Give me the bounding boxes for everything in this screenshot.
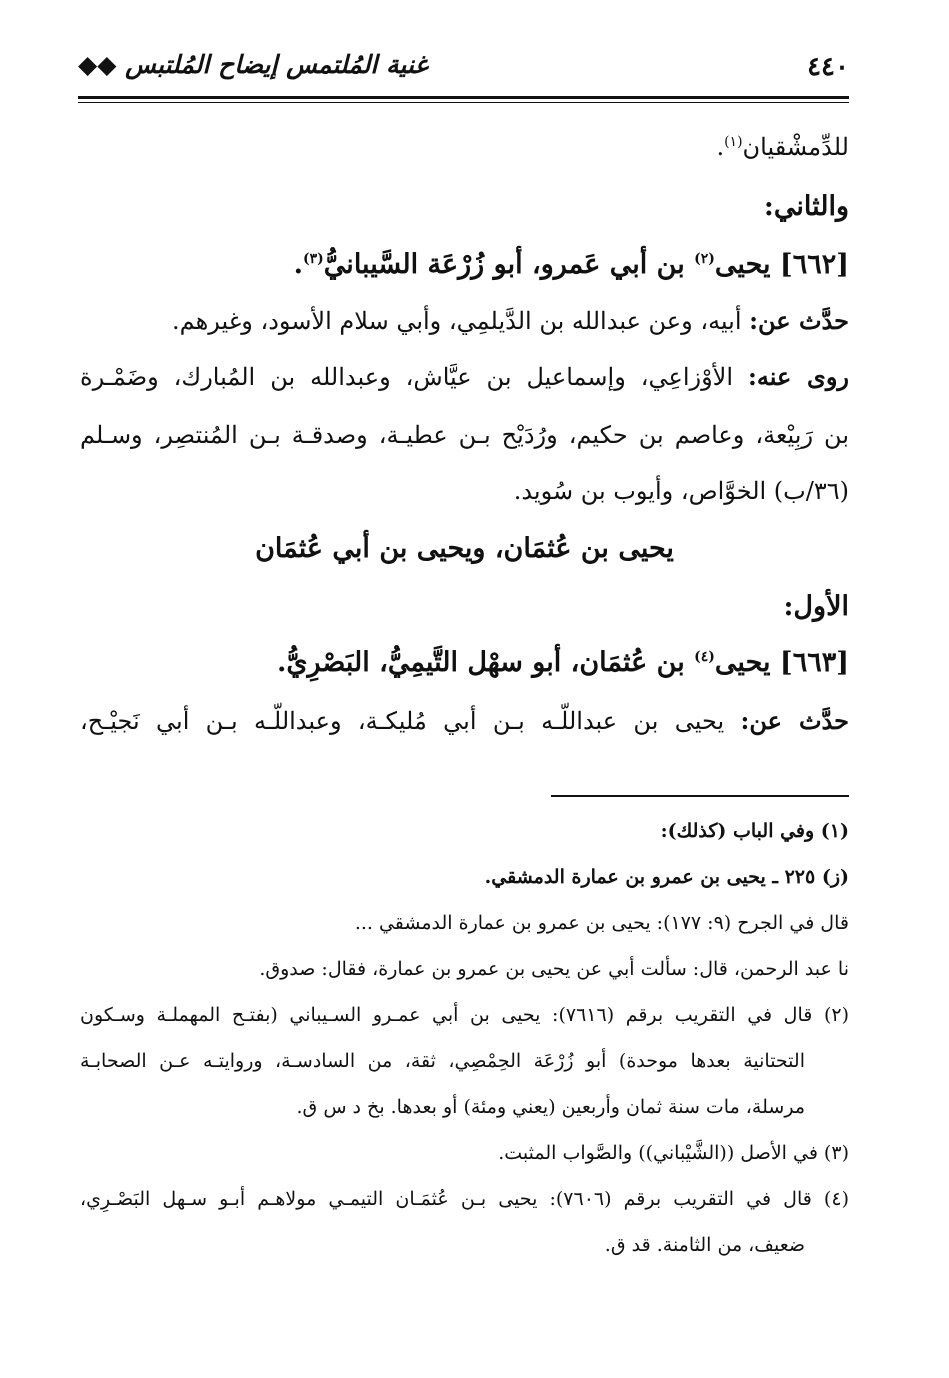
footnote-separator: [551, 795, 849, 797]
footnote-1-line: قال في الجرح (٩: ١٧٧): يحيى بن عمرو بن عمارة الدمشقي ...: [354, 912, 849, 934]
footnote-2-line: مرسلة، مات سنة ثمان وأربعين (يعني ومئة) أو بعدها. بخ د س ق.: [296, 1096, 805, 1118]
footnote-ref: (٤): [694, 649, 715, 665]
footnote-ref: (٢): [694, 251, 715, 267]
entry-663: [٦٦٣] يحيى$^{(٤)}$ بن عُثمَان، أبو سهْل التَّيمِيُّ، البَصْرِيُّ.: [276, 647, 849, 678]
header-rule-thin: [78, 102, 849, 103]
footnote-4-line: (٤) قال في التقريب برقم (٧٦٠٦): يحيى بـن عُثمَـان التيمـي مولاهـم أبـو سـهل البَصْـرِي،: [80, 1188, 849, 1210]
entry-662: [٦٦٢] يحيى$^{(٢)}$ بن أبي عَمرو، أبو زُرْعَة السَّيبانيُّ$^{(٣)}$.: [293, 249, 849, 280]
rawa-line-2: بن رَبِيْعة، وعاصم بن حكيم، ورُدَيْح بـن عطيـة، وصدقـة بـن المُنتصِر، وسـلم: [80, 421, 850, 449]
rawa-line-3: (٣٦/ب) الخوَّاص، وأيوب بن سُويد.: [513, 477, 849, 505]
running-title: غنية المُلتمس إيضاح المُلتبس ◆◆: [78, 50, 428, 79]
haddath-line: حدَّث عن: أبيه، وعن عبدالله بن الدَّيلمِي، وأبي سلام الأسود، وغيرهم.: [171, 306, 849, 335]
section-heading-first: الأول:: [783, 591, 849, 622]
header-rule-thick: [78, 96, 849, 99]
section-heading-second: والثاني:: [763, 191, 849, 222]
rawa-label: روى عنه:: [748, 362, 849, 391]
footnote-4-line: ضعيف، من الثامنة. قد ق.: [604, 1234, 805, 1256]
page-header: [78, 48, 849, 94]
haddath2-line: حدَّث عن: يحيى بن عبداللّـه بـن أبي مُليكـة، وعبداللّـه بـن أبي نَجيْـح،: [80, 706, 849, 735]
rawa-line-1: روى عنه: الأوْزاعِي، وإسماعيل بن عيَّاش، وعبدالله بن المُبارك، وضَمْـرة: [80, 362, 849, 391]
footnote-1-heading: (١) وفي الباب (كذلك):: [660, 820, 849, 842]
footnote-2-line: (٢) قال في التقريب برقم (٧٦١٦): يحيى بن أبي عمـرو السـيباني (بفتـح المهملـة وسـكون: [80, 1004, 849, 1026]
footnote-1-line: نا عبد الرحمن، قال: سألت أبي عن يحيى بن عمرو بن عمارة، فقال: صدوق.: [259, 958, 849, 980]
footnote-ref: (١): [724, 134, 743, 150]
footnote-ref: (٣): [303, 251, 324, 267]
haddath2-label: حدَّث عن:: [740, 706, 849, 735]
page-number: ٤٤٠: [807, 52, 849, 82]
footnote-2-line: التحتانية بعدها موحدة) أبو زُرْعَة الحِمْصِي، ثقة، من السادسـة، وروايتـه عـن الصحابـة: [80, 1050, 805, 1072]
text-line: للدِّمشْقيان$^{(١)}$.: [716, 133, 849, 161]
footnote-3: (٣) في الأصل ((الشَّيْباني)) والصَّواب المثبت.: [498, 1142, 849, 1164]
section-title: يحيى بن عُثمَان، ويحيى بن أبي عُثمَان: [255, 533, 674, 564]
haddath-label: حدَّث عن:: [749, 306, 849, 335]
footnote-1-entry: (ز) ٢٢٥ ـ يحيى بن عمرو بن عمارة الدمشقي.: [484, 866, 849, 888]
